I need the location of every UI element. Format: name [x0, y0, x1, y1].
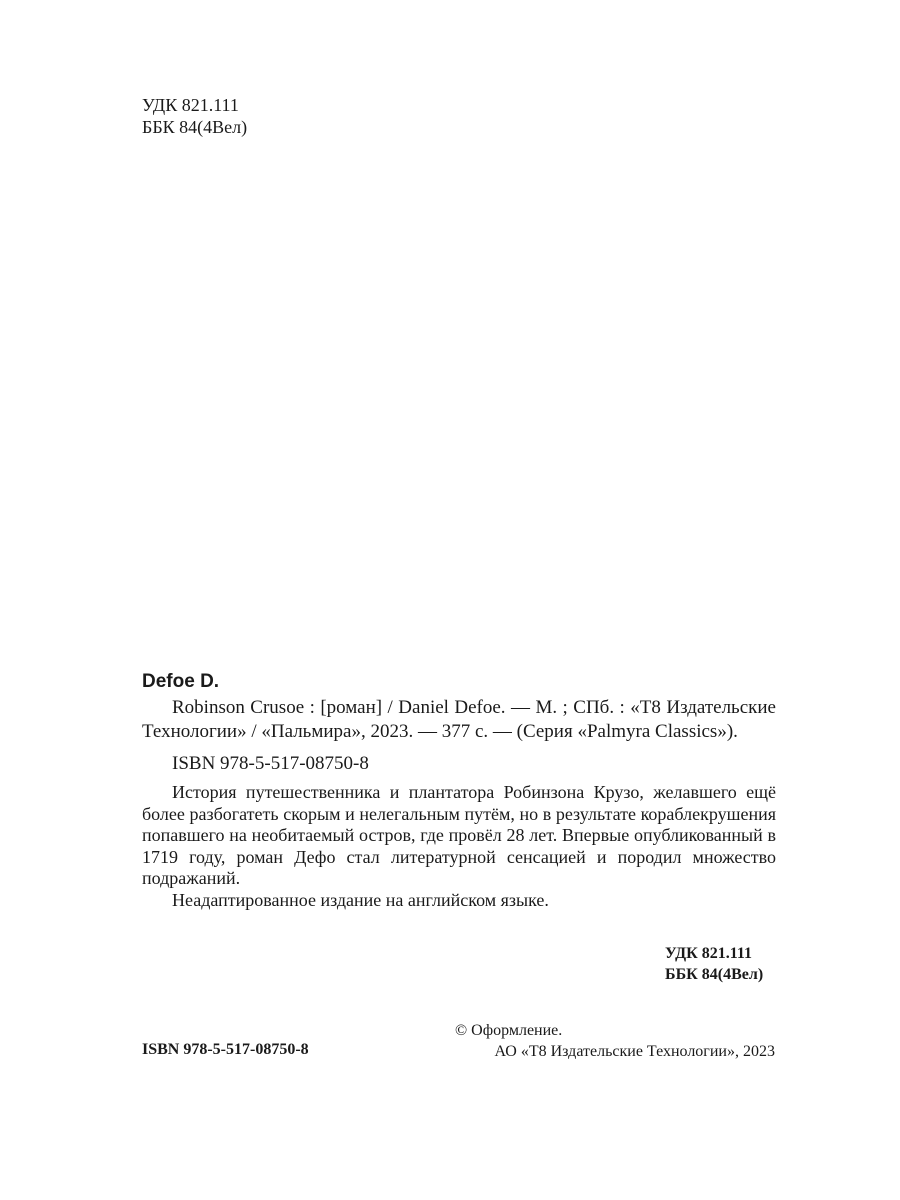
author-heading: Defoe D. — [142, 671, 220, 692]
classification-codes-bottom — [665, 943, 763, 985]
copyright-line-2: АО «Т8 Издательские Технологии», 2023 — [494, 1043, 775, 1060]
bbk-code-bottom: ББК 84(4Вел) — [665, 966, 764, 983]
bbk-code: ББК 84(4Вел) — [142, 117, 248, 137]
classification-codes-top — [142, 94, 247, 138]
title-description: Robinson Crusoe : [роман] / Daniel Defoe. — М. ; СПб. : «Т8 Издательские Технологии» / «Пальмира», 2023. — 377 с. — (Серия «Palmyra Classics»). — [142, 697, 776, 742]
annotation-text: История путешественника и плантатора Робинзона Крузо, желавшего ещё более разбогатеть скорым и нелегальным путём, но в результате кораблекрушения попавшего на необитаемый остров, где провёл 28 лет. Впервые опубликованный в 1719 году, роман Дефо стал литературной сенсацией и породил множество подражаний. — [142, 782, 776, 888]
copyright-line-1: © Оформление. — [455, 1022, 563, 1039]
copyright-notice — [455, 1020, 775, 1062]
edition-note: Неадаптированное издание на английском языке. — [172, 889, 549, 910]
isbn-footer: ISBN 978-5-517-08750-8 — [142, 1041, 309, 1058]
udk-code-bottom: УДК 821.111 — [665, 945, 752, 962]
udk-code: УДК 821.111 — [142, 95, 239, 115]
bibliographic-record — [142, 670, 776, 911]
isbn-record: ISBN 978-5-517-08750-8 — [172, 753, 369, 774]
